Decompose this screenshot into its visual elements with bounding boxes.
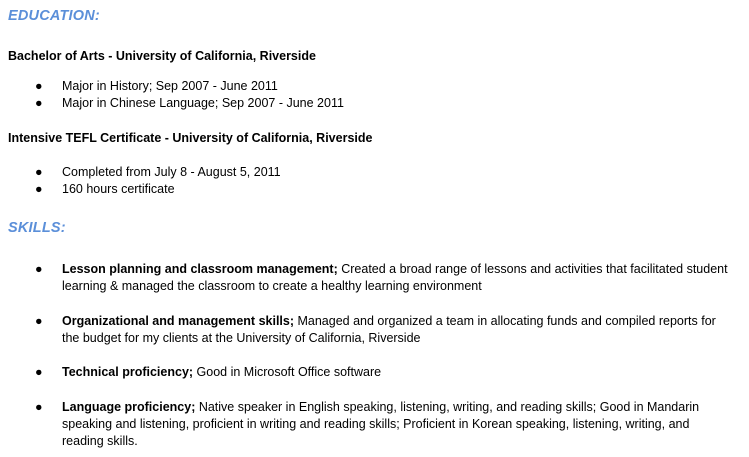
list-item-text: Completed from July 8 - August 5, 2011 bbox=[62, 165, 281, 179]
certificate-title: Intensive TEFL Certificate - University of California, Riverside bbox=[8, 131, 373, 145]
bullet-icon: ● bbox=[35, 365, 43, 379]
skill-text bbox=[62, 399, 732, 450]
bullet-icon: ● bbox=[35, 182, 43, 196]
skill-description: Created a broad range of lessons and activities that facilitated student learning & managed the classroom to create a healthy learning environment bbox=[62, 262, 728, 293]
skill-description: Native speaker in English speaking, listening, writing, and reading skills; Good in Mandarin speaking and listening, proficient in writing and reading skills; Proficient in Korean speaking, listening, writing, and reading skills. bbox=[62, 400, 700, 448]
skill-name: Lesson planning and classroom management; bbox=[62, 262, 338, 276]
skill-text bbox=[62, 313, 732, 347]
skill-text bbox=[62, 261, 732, 295]
bullet-icon: ● bbox=[35, 400, 43, 414]
list-item-text: Major in Chinese Language; Sep 2007 - June 2011 bbox=[62, 96, 344, 110]
education-heading: EDUCATION: bbox=[8, 8, 100, 24]
bullet-icon: ● bbox=[35, 165, 43, 179]
skill-text bbox=[62, 364, 732, 381]
bullet-icon: ● bbox=[35, 314, 43, 328]
skill-description: Good in Microsoft Office software bbox=[193, 365, 382, 379]
skills-heading: SKILLS: bbox=[8, 220, 66, 236]
skill-name: Technical proficiency; bbox=[62, 365, 194, 379]
skill-description: Managed and organized a team in allocating funds and compiled reports for the budget for my clients at the University of California, Riverside bbox=[62, 314, 716, 345]
skill-name: Language proficiency; bbox=[62, 400, 196, 414]
degree-title: Bachelor of Arts - University of California, Riverside bbox=[8, 49, 316, 63]
list-item-text: Major in History; Sep 2007 - June 2011 bbox=[62, 79, 278, 93]
bullet-icon: ● bbox=[35, 79, 43, 93]
skill-name: Organizational and management skills; bbox=[62, 314, 295, 328]
bullet-icon: ● bbox=[35, 262, 43, 276]
list-item-text: 160 hours certificate bbox=[62, 182, 175, 196]
bullet-icon: ● bbox=[35, 96, 43, 110]
